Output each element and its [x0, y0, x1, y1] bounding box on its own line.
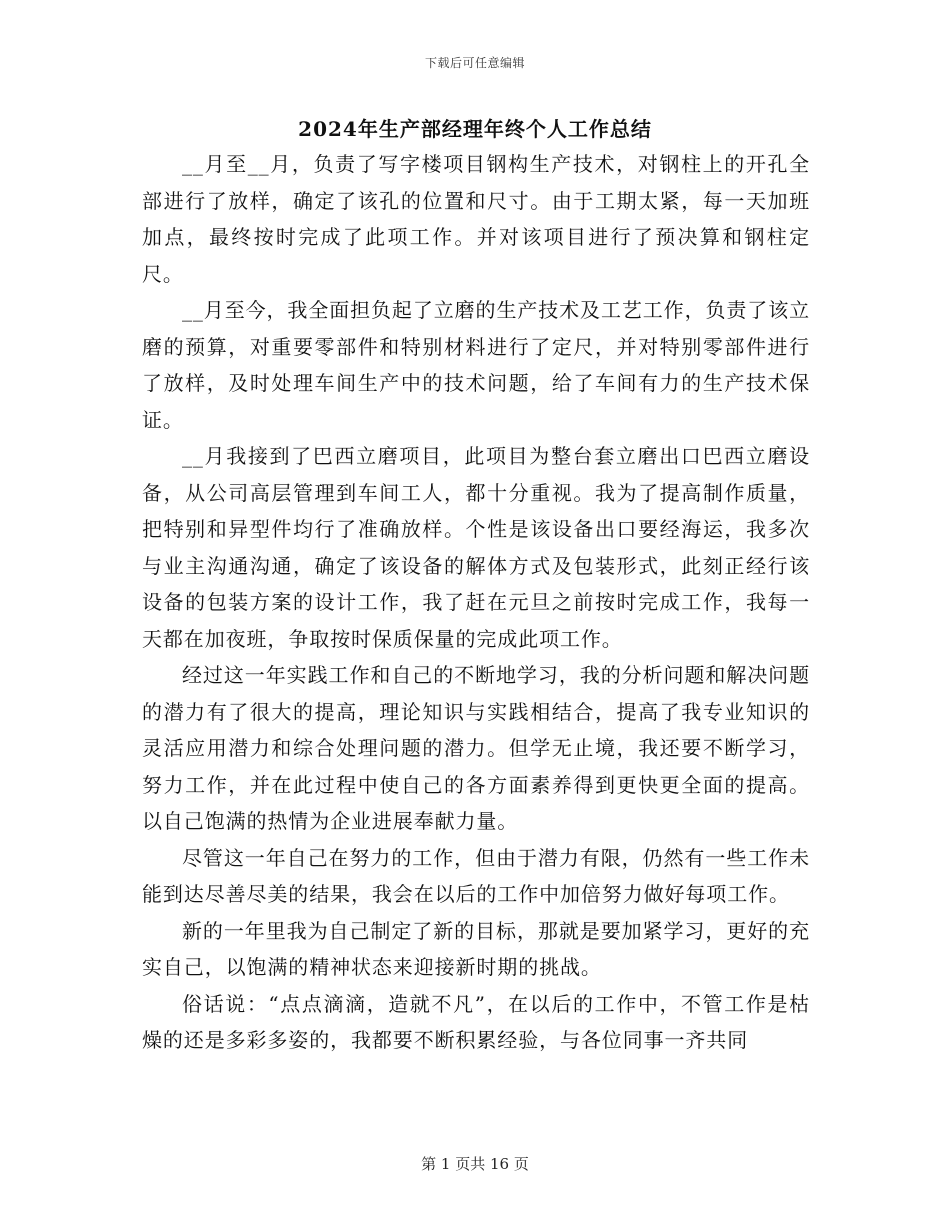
paragraph-5: 尽管这一年自己在努力的工作，但由于潜力有限，仍然有一些工作未能到达尽善尽美的结果，我会在以后的工作中加倍努力做好每项工作。 — [142, 845, 810, 906]
page-footer-number: 第 1 页共 16 页 — [421, 1155, 529, 1173]
paragraph-4: 经过这一年实践工作和自己的不断地学习，我的分析问题和解决问题的潜力有了很大的提高，理论知识与实践相结合，提高了我专业知识的灵活应用潜力和综合处理问题的潜力。但学无止境，我还要不断学习，努力工作，并在此过程中使自己的各方面素养得到更快更全面的提高。以自己饱满的热情为企业进展奉献力量。 — [142, 663, 810, 833]
paragraph-6: 新的一年里我为自己制定了新的目标，那就是要加紧学习，更好的充实自己，以饱满的精神状态来迎接新时期的挑战。 — [142, 918, 810, 979]
document-title: 2024年生产部经理年终个人工作总结 — [298, 117, 652, 141]
paragraph-7: 俗话说：“点点滴滴，造就不凡”，在以后的工作中，不管工作是枯燥的还是多彩多姿的，我都要不断积累经验，与各位同事一齐共同 — [142, 991, 810, 1052]
paragraph-3: __月我接到了巴西立磨项目，此项目为整台套立磨出口巴西立磨设备，从公司高层管理到车间工人，都十分重视。我为了提高制作质量，把特别和异型件均行了准确放样。个性是该设备出口要经海运，我多次与业主沟通沟通，确定了该设备的解体方式及包装形式，此刻正经行该设备的包装方案的设计工作，我了赶在元旦之前按时完成工作，我每一天都在加夜班，争取按时保质保量的完成此项工作。 — [142, 444, 810, 651]
paragraph-1: __月至__月，负责了写字楼项目钢构生产技术，对钢柱上的开孔全部进行了放样，确定了该孔的位置和尺寸。由于工期太紧，每一天加班加点，最终按时完成了此项工作。并对该项目进行了预决算和钢柱定尺。 — [142, 152, 810, 286]
document-body — [142, 146, 810, 1059]
paragraph-2: __月至今，我全面担负起了立磨的生产技术及工艺工作，负责了该立磨的预算，对重要零部件和特别材料进行了定尺，并对特别零部件进行了放样，及时处理车间生产中的技术问题，给了车间有力的生产技术保证。 — [142, 298, 810, 432]
page-header: 下载后可任意编辑 — [424, 56, 525, 70]
